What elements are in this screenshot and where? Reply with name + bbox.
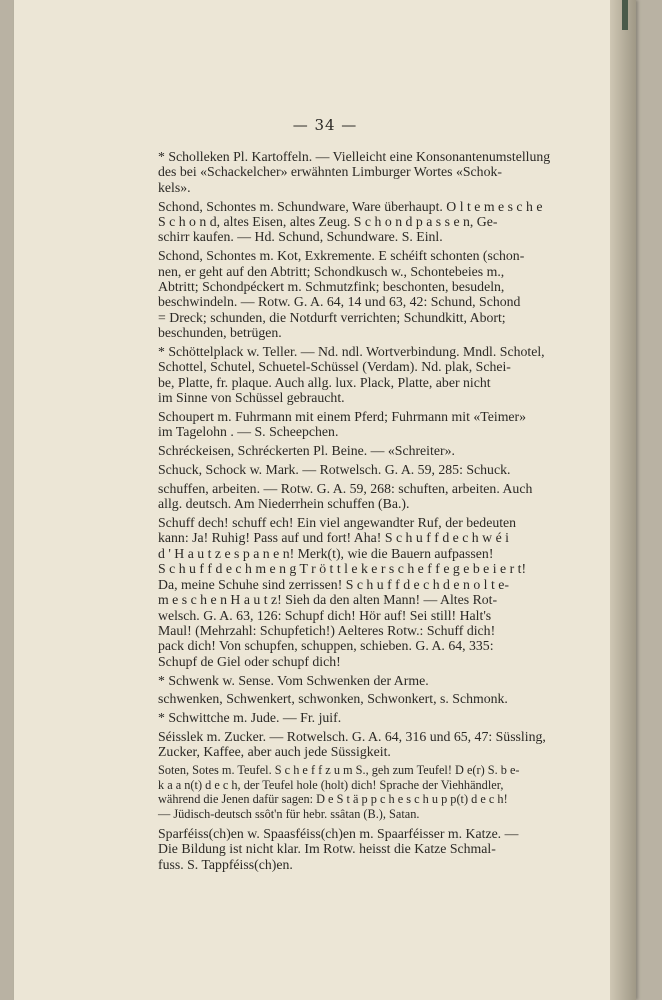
entry-line: d ' H a u t z e s p a n e n! Merk(t), wie die Bauern aufpassen! [158,545,494,561]
entry-line: * Schwenk w. Sense. Vom Schwenken der Arme. [158,672,429,688]
entry-line: * Scholleken Pl. Kartoffeln. — Vielleicht eine Konsonantenumstellung [158,149,551,164]
entry-line: beschunden, betrügen. [158,325,282,341]
entry-line: Schond, Schontes m. Kot, Exkremente. E schéift schonten (schon- [158,248,525,264]
page-edge [610,0,636,1000]
entry-line: Abtritt; Schondpéckert m. Schmutzfink; beschonten, besudeln, [158,279,505,295]
dictionary-entry [158,710,590,725]
entry-line: Da, meine Schuhe sind zerrissen! S c h u f f d e c h d e n o l t e- [158,576,509,592]
entry-line: Séisslek m. Zucker. — Rotwelsch. G. A. 64, 316 und 65, 47: Süssling, [158,728,546,744]
entry-line: Schuck, Schock w. Mark. — Rotwelsch. G. A. 59, 285: Schuck. [158,462,511,478]
entry-line: kels». [158,179,191,195]
entry-line: — Jüdisch-deutsch ssôt'n für hebr. ssâtan (B.), Satan. [158,806,420,821]
entry-line: schuffen, arbeiten. — Rotw. G. A. 59, 268: schuften, arbeiten. Auch [158,480,533,496]
entry-line: Schoupert m. Fuhrmann mit einem Pferd; Fuhrmann mit «Teimer» [158,409,527,425]
entry-line: Schréckeisen, Schréckerten Pl. Beine. — «Schreiter». [158,443,455,459]
entry-line: Maul! (Mehrzahl: Schupfetich!) Aelteres Rotw.: Schuff dich! [158,622,496,638]
dictionary-entry [158,826,590,872]
entry-line: be, Platte, fr. plaque. Auch allg. lux. Plack, Platte, aber nicht [158,374,491,390]
entry-line: kann: Ja! Ruhig! Pass auf und fort! Aha! S c h u f f d e c h w é i [158,530,509,546]
dictionary-entry [158,673,590,688]
dictionary-entry [158,729,590,760]
binding-mark [622,0,628,30]
dictionary-entry [158,481,590,512]
entry-line: Schottel, Schutel, Schuetel-Schüssel (Verdam). Nd. plak, Schei- [158,359,511,375]
entry-line: m e s c h e n H a u t z! Sieh da den alten Mann! — Altes Rot- [158,592,498,608]
entry-line: schirr kaufen. — Hd. Schund, Schundware. S. Einl. [158,229,443,245]
entry-line: = Dreck; schunden, die Notdurft verrichten; Schundkitt, Abort; [158,309,506,325]
entry-line: welsch. G. A. 63, 126: Schupf dich! Hör auf! Sei still! Halt's [158,607,492,623]
entry-line: k a a n(t) d e c h, der Teufel hole (holt) dich! Sprache der Viehhändler, [158,777,504,792]
entry-line: S c h o n d, altes Eisen, altes Zeug. S c h o n d p a s s e n, Ge- [158,214,498,230]
dictionary-entry [158,344,590,406]
entry-line: Zucker, Kaffee, aber auch jede Süssigkeit. [158,744,391,760]
entry-line: pack dich! Von schupfen, schuppen, schieben. G. A. 64, 335: [158,638,494,654]
dictionary-entry [158,248,590,340]
dictionary-entry [158,462,590,477]
entry-line: während die Jenen dafür sagen: D e S t ä p p c h e s c h u p p(t) d e c h! [158,792,508,807]
entry-line: fuss. S. Tappféiss(ch)en. [158,856,293,872]
page-number: — 34 — [292,116,358,134]
entry-line: Schupf de Giel oder schupf dich! [158,653,341,669]
dictionary-entry [158,409,590,440]
book-page [14,0,636,1000]
entry-line: Die Bildung ist nicht klar. Im Rotw. heisst die Katze Schmal- [158,841,496,857]
entry-line: * Schwittche m. Jude. — Fr. juif. [158,710,342,726]
dictionary-text [158,149,590,876]
dictionary-entry [158,763,590,821]
entry-line: * Schöttelplack w. Teller. — Nd. ndl. Wortverbindung. Mndl. Schotel, [158,344,545,360]
entry-line: Soten, Sotes m. Teufel. S c h e f f z u m S., geh zum Teufel! D e(r) S. b e- [158,763,520,778]
entry-line: Schond, Schontes m. Schundware, Ware überhaupt. O l t e m e s c h e [158,198,543,214]
entry-line: im Sinne von Schüssel gebraucht. [158,390,345,406]
entry-line: des bei «Schackelcher» erwähnten Limburger Wortes «Schok- [158,164,502,180]
dictionary-entry [158,515,590,669]
entry-line: Sparféiss(ch)en w. Spaasféiss(ch)en m. Spaarféisser m. Katze. — [158,825,519,841]
entry-line: beschwindeln. — Rotw. G. A. 64, 14 und 63, 42: Schund, Schond [158,294,521,310]
dictionary-entry [158,443,590,458]
dictionary-entry [158,149,590,195]
entry-line: Schuff dech! schuff ech! Ein viel angewandter Ruf, der bedeuten [158,515,517,531]
entry-line: im Tagelohn . — S. Scheepchen. [158,424,339,440]
entry-line: allg. deutsch. Am Niederrhein schuffen (Ba.). [158,496,410,512]
dictionary-entry [158,199,590,245]
entry-line: schwenken, Schwenkert, schwonken, Schwonkert, s. Schmonk. [158,691,508,707]
entry-line: nen, er geht auf den Abtritt; Schondkusch w., Schontebeies m., [158,263,505,279]
dictionary-entry [158,691,590,706]
entry-line: S c h u f f d e c h m e n g T r ö t t l e k e r s c h e f f e g e b e i e r t! [158,561,527,577]
